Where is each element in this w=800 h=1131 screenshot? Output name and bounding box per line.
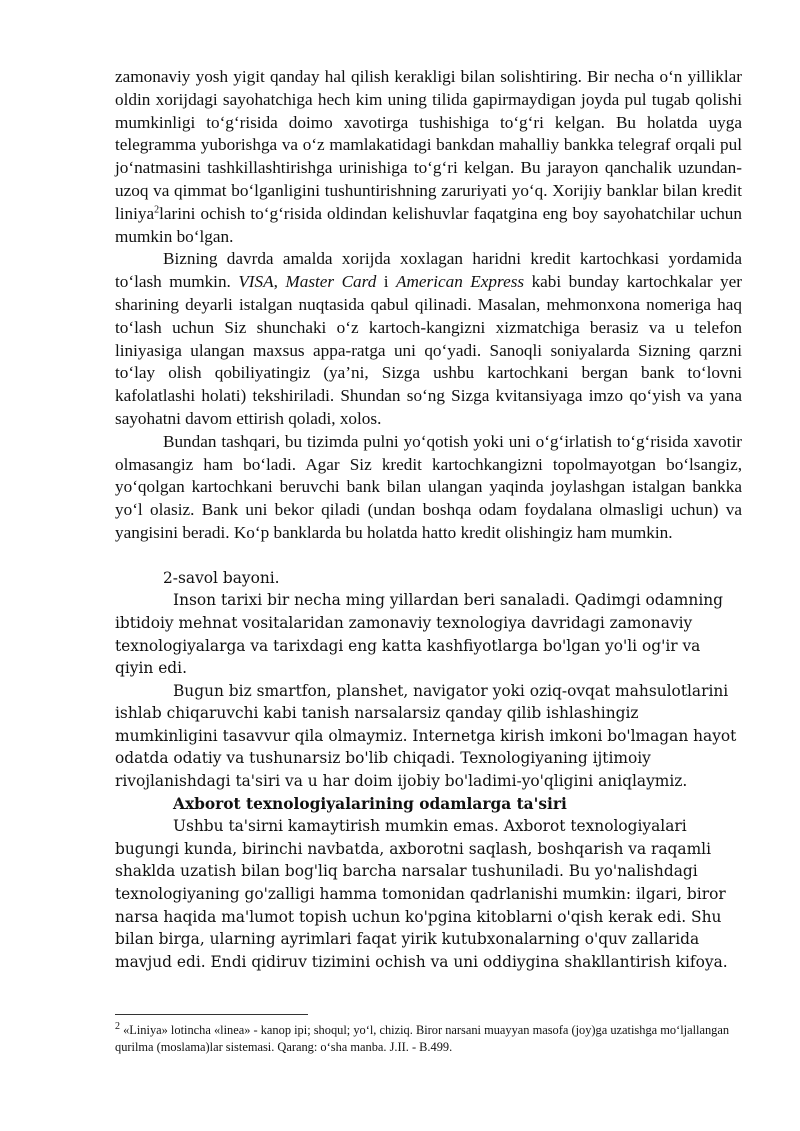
paragraph-2-text-a: Bizning davrda amalda xorijda xoxlagan haridni kredit kartochkasi yordamida to‘lash mumkin. [115,249,742,292]
footnote-divider [115,1014,308,1015]
paragraph-6: Ushbu ta'sirni kamaytirish mumkin emas. Axborot texnologiyalari bugungi kunda, birinchi navbatda, axborotni saqlash, boshqarish va raqamli shaklda uzatish bilan bog'liq barcha narsalar tushuniladi. Bu yo'nalishdagi texnologiyaning go'zalligi hamma tomonidan qadrlanishi mumkin: ilgari, biror narsa haqida ma'lumot topish uchun ko'pgina kitoblarni o'qish kerak edi. Shu bilan birga, ularning ayrimlari faqat yirik kutubxonalarning o'quv zallarida mavjud edi. Endi qidiruv tizimini ochish va uni oddiygina shakllantirish kifoya. [115,817,728,971]
paragraph-5: Bugun biz smartfon, planshet, navigator yoki oziq-ovqat mahsulotlarini ishlab chiqaruvchi kabi tanish narsalarsiz qanday qilib ishlashingiz mumkinligini tasavvur qila olmaymiz. Internetga kirish imkoni bo'lmagan hayot odatda odatiy va tushunarsiz bo'lib chiqadi. Texnologiyaning ijtimoiy rivojlanishdagi ta'siri va u har doim ijobiy bo'ladimi-yo'qligini aniqlaymiz. [115,681,737,791]
visa-label: VISA [238,272,274,292]
footnote [115,1022,735,1056]
paragraph-1-text: zamonaviy yosh yigit qanday hal qilish kerakligi bilan solishtiring. Bir necha o‘n yilliklar oldin xorijdagi sayohatchiga hech kim uning tilida gapirmaydigan joyda pul tugab qolishi mumkinligi to‘g‘risida doimo xavotirga tushishiga to‘g‘ri kelgan. Bu holatda uyga telegramma yuborishga va o‘z mamlakatidagi bankdan mahalliy bankka telegraf orqali pul jo‘natmasini tashkillashtirishga urinishiga to‘g‘ri kelgan. Bu jarayon qanchalik uzundan-uzoq va qimmat bo‘lganligini tushuntirishning zaruriyati yo‘q. Xorijiy banklar bilan kredit liniya [115,67,742,223]
document-body [115,66,742,973]
spacer [115,545,742,567]
mastercard-label: Master Card [285,272,377,292]
separator-2: i [376,272,397,292]
paragraph-1-end: larini ochish to‘g‘risida oldindan kelishuvlar faqatgina eng boy sayohatchilar uchun mumkin bo‘lgan. [115,203,742,246]
section-heading: Axborot texnologiyalarining odamlarga ta'siri [173,794,567,813]
footnote-ref[interactable]: 2 [154,204,160,216]
paragraph-2-text-b: kabi bunday kartochkalar yer sharining deyarli istalgan nuqtasida qabul qilinadi. Masalan, mehmonxona nomeriga haq to‘lash uchun Siz shunchaki o‘z kartoch-kangizni xizmatchiga berasiz va u telefon liniyasiga ulangan maxsus appa-ratga uni qo‘yadi. Sanoqli soniyalarda Sizning qarzni to‘lay olish qobiliyatingiz (ya’ni, Sizga ushbu kartochkani bergan bank to‘lovni kafolatlashi holati) tekshiriladi. Shundan so‘ng Sizga kvitansiyaga imzo qo‘yish va yana sayohatni davom ettirish qoladi, xolos. [115,272,742,428]
paragraph-2 [115,248,742,430]
paragraph-1 [115,66,742,248]
paragraph-4: Inson tarixi bir necha ming yillardan beri sanaladi. Qadimgi odamning ibtidoiy mehnat vositalaridan zamonaviy texnologiya davridagi zamonaviy texnologiyalarga va tarixdagi eng katta kashfiyotlarga bo'lgan yo'li og'ir va qiyin edi. [115,591,724,678]
amex-label: American Express [396,272,525,292]
footnote-mark: 2 [115,1020,120,1032]
separator-1: , [273,272,286,292]
question-label: 2-savol bayoni. [163,568,280,587]
footnote-text: «Liniya» lotincha «linea» - kanop ipi; shoqul; yo‘l, chiziq. Biror narsani muayyan masofa (joy)ga uzatishga mo‘ljallangan qurilma (moslama)lar sistemasi. Qarang: o‘sha manba. J.II. - B.499. [115,1023,730,1054]
paragraph-3: Bundan tashqari, bu tizimda pulni yo‘qotish yoki uni o‘g‘irlatish to‘g‘risida xavotir olmasangiz ham bo‘ladi. Agar Siz kredit kartochkangizni topolmayotgan bo‘lsangiz, yo‘qolgan kartochkani beruvchi bank bilan ulangan yaqinda joylashgan istalgan bankka yo‘l olasiz. Bank uni bekor qiladi (undan boshqa odam foydalana olmasligi uchun) va yangisini beradi. Ko‘p banklarda bu holatda hatto kredit olishingiz ham mumkin. [115,431,742,542]
